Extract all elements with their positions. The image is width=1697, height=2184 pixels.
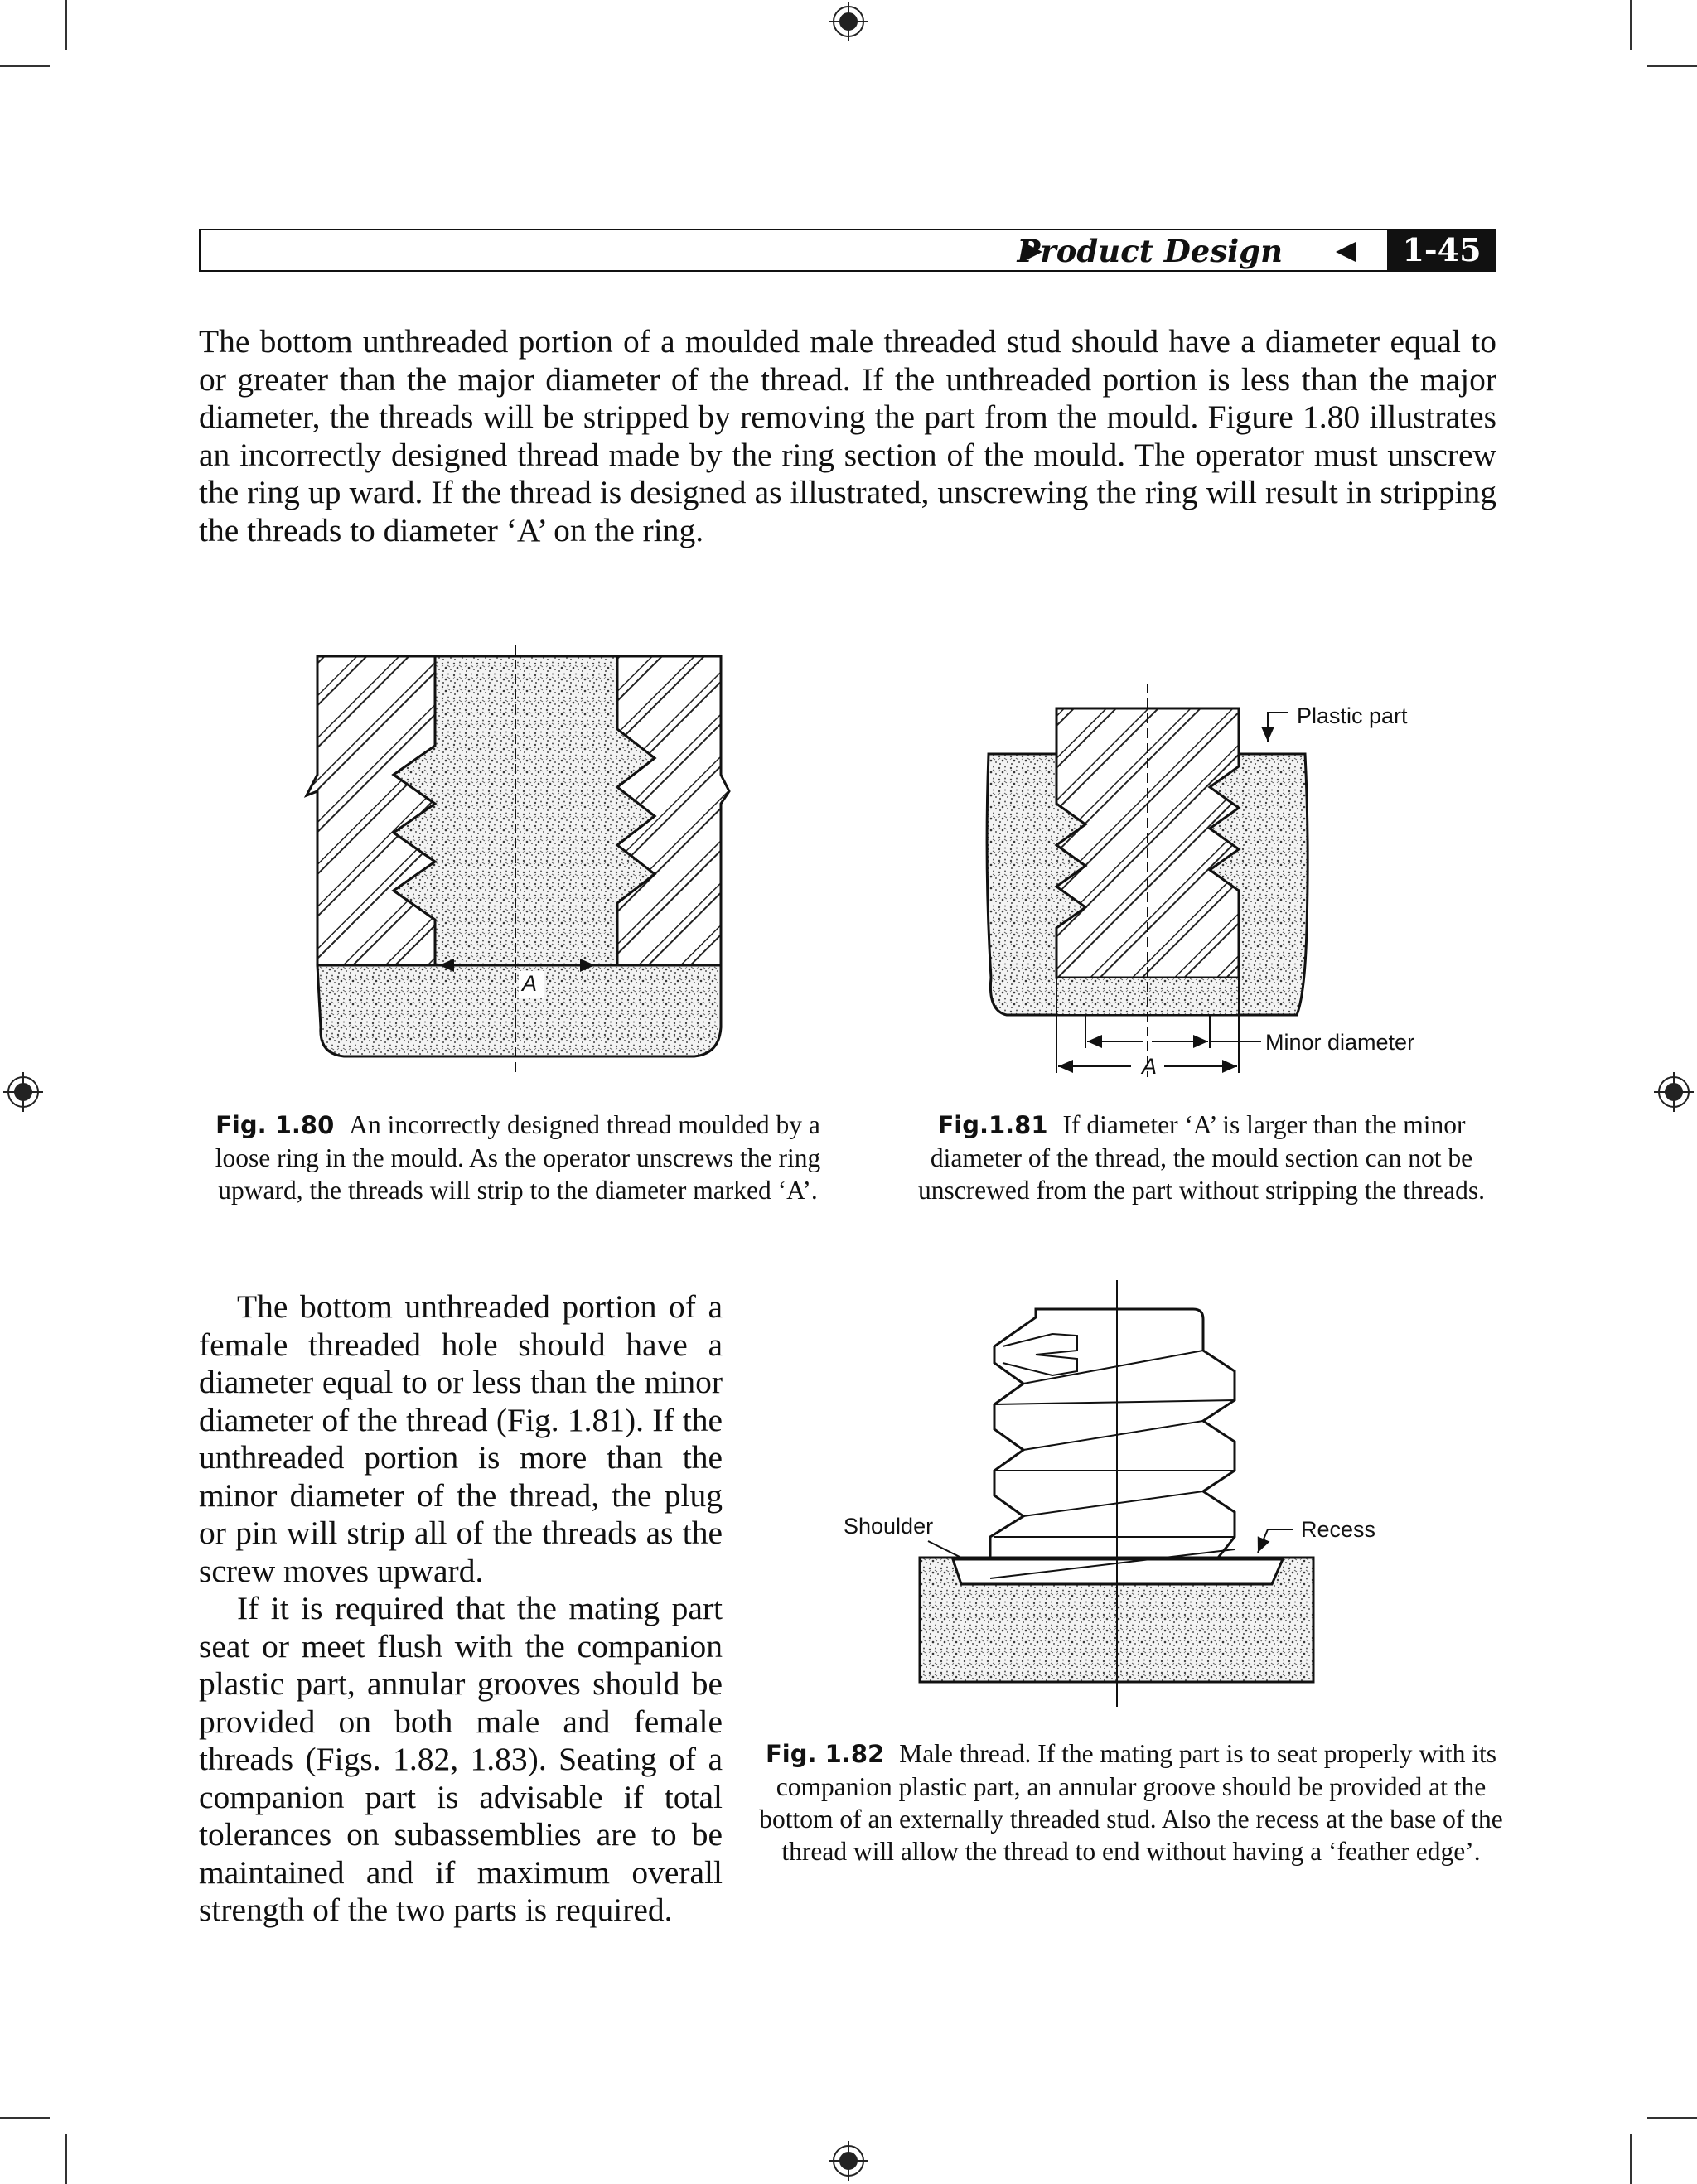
section-title: Product Design — [1017, 233, 1283, 269]
fig-1-81-label: Fig.1.81 — [937, 1111, 1048, 1139]
fig182-shoulder-label: Shoulder — [844, 1514, 934, 1539]
fig-1-82-label: Fig. 1.82 — [766, 1740, 885, 1768]
fig181-dim-label: A — [1142, 1054, 1158, 1079]
fig181-plastic-part-label: Plastic part — [1297, 703, 1408, 728]
fig180-dim-label: A — [522, 971, 538, 996]
paragraph-female-thread: The bottom unthreaded portion of a female threaded hole should have a diameter equal to or less than the minor diameter of the thread (Fig. 1.81). If the unthreaded portion is more than the minor diameter of the thread, the plug or pin will strip all of the threads as the screw moves upward. — [199, 1288, 723, 1589]
page-number: 1-45 — [1387, 229, 1496, 272]
fig-1-82-caption-text: Male thread. If the mating part is to seat properly with its companion plastic part, an annular groove should be provided at the bottom of an externally threaded stud. Also the recess at the base of the thread will allow the thread to end without having a ‘feather edge’. — [759, 1739, 1503, 1866]
fig182-recess-label: Recess — [1301, 1517, 1376, 1542]
paragraph-intro: The bottom unthreaded portion of a moulded male threaded stud should have a diameter equal to or greater than the major diameter of the thread. If the unthreaded portion is less than the major diameter, the threads will be stripped by removing the part from the mould. Figure 1.80 illustrates an incorrectly designed thread made by the ring section of the mould. The operator must unscrew the ring up ward. If the thread is designed as illustrated, unscrewing the ring will result in stripping the threads to diameter ‘A’ on the ring. — [199, 323, 1496, 548]
fig-1-81-caption-text: If diameter ‘A’ is larger than the minor diameter of the thread, the mould section can not be unscrewed from the part without stripping the threads. — [917, 1110, 1486, 1205]
fig181-minor-diameter-label: Minor diameter — [1265, 1030, 1415, 1055]
fig-1-82-caption — [758, 1737, 1504, 1868]
fig-1-80-label: Fig. 1.80 — [215, 1111, 335, 1139]
fig-1-80-caption-text: An incorrectly designed thread moulded by a loose ring in the mould. As the operator unscrews the ring upward, the threads will strip to the diameter marked ‘A’. — [215, 1110, 821, 1205]
paragraph-annular-grooves: If it is required that the mating part seat or meet flush with the companion plastic part, annular grooves should be provided on both male and female threads (Figs. 1.82, 1.83). Seating of a companion part is advisable if total tolerances on subassemblies are to be maintained and if maximum overall strength of the two parts is required. — [199, 1590, 723, 1928]
